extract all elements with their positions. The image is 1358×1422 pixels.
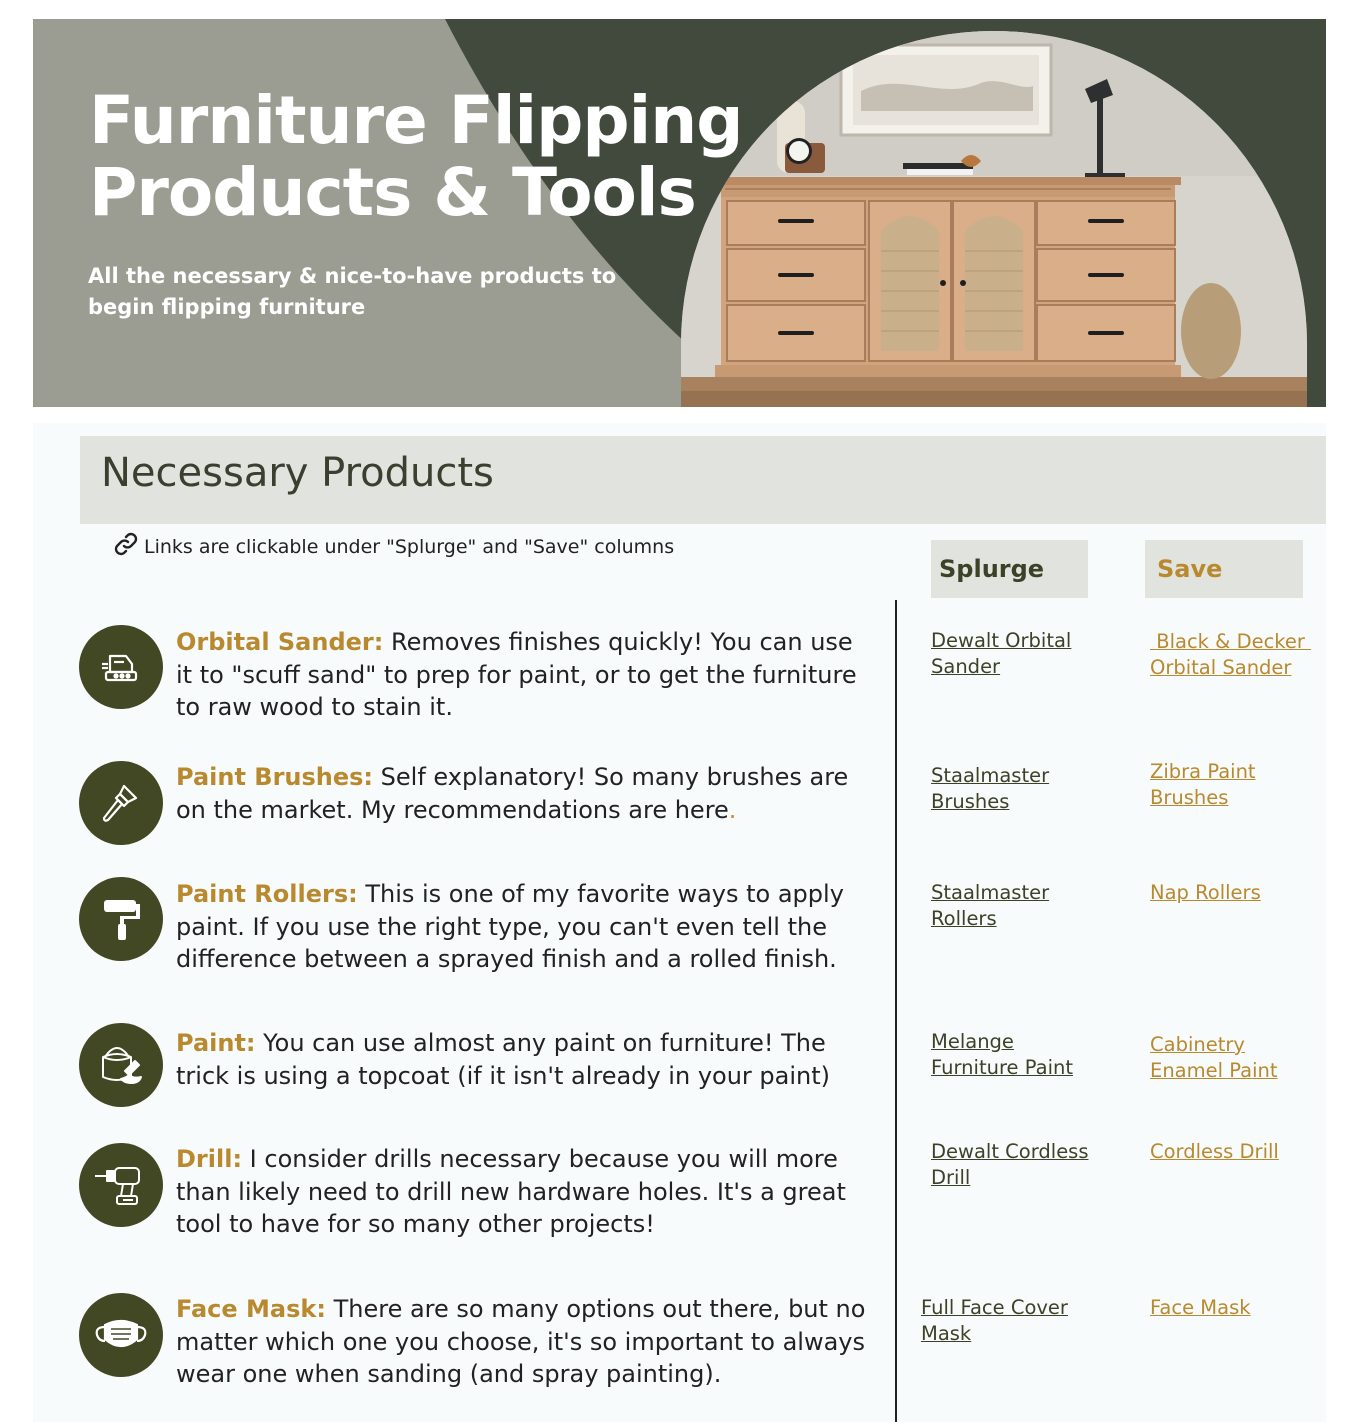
product-name: Paint Rollers: [176, 880, 358, 908]
product-text: I consider drills necessary because you will more than likely need to drill new hardware holes. It's a great tool to have for so many other projects! [176, 1145, 846, 1238]
save-link-paint-brushes[interactable]: Zibra Paint Brushes [1150, 760, 1256, 809]
note-text: Links are clickable under "Splurge" and "Save" columns [144, 535, 675, 558]
product-text: There are so many options out there, but no matter which one you choose, it's so important to always wear one when sanding (and spray painting). [176, 1295, 866, 1388]
page-title [89, 82, 789, 231]
splurge-link-melange-paint[interactable]: Melange Furniture Paint [931, 1030, 1074, 1079]
title-line-2: Products & Tools [89, 154, 696, 231]
save-link-face-mask[interactable]: Face Mask [1150, 1296, 1251, 1319]
paint-roller-icon [79, 877, 163, 961]
clickable-links-note [112, 531, 674, 562]
section-title: Necessary Products [101, 450, 494, 496]
orbital-sander-description [176, 626, 876, 724]
save-link-nap-rollers[interactable]: Nap Rollers [1150, 881, 1261, 904]
paint-description [176, 1027, 876, 1092]
product-name: Face Mask: [176, 1295, 326, 1323]
paint-brush-icon [79, 761, 163, 845]
face-mask-icon [79, 1293, 163, 1377]
page-subtitle: All the necessary & nice-to-have products to begin flipping furniture [88, 264, 617, 319]
save-link-cabinetry-enamel-paint[interactable]: Cabinetry Enamel Paint [1150, 1033, 1278, 1082]
product-text: Self explanatory! So many brushes are on the market. My recommendations are here [176, 763, 849, 824]
column-divider [895, 600, 897, 1422]
save-link-orbital-sander[interactable]: Black & Decker Orbital Sander [1150, 630, 1312, 679]
splurge-link-orbital-sander[interactable]: Dewalt Orbital Sander [931, 629, 1072, 678]
section-header [80, 436, 1326, 524]
hero-banner [33, 19, 1326, 407]
paint-brushes-description [176, 761, 876, 826]
save-column-header: Save [1145, 540, 1303, 598]
splurge-column-header: Splurge [931, 540, 1088, 598]
splurge-link-dewalt-drill[interactable]: Dewalt Cordless Drill [931, 1140, 1089, 1189]
face-mask-description [176, 1293, 876, 1391]
splurge-link-full-face-mask[interactable]: Full Face Cover Mask [921, 1296, 1068, 1345]
drill-icon [79, 1143, 163, 1227]
orbital-sander-icon [79, 625, 163, 709]
title-line-1: Furniture Flipping [89, 82, 743, 159]
product-name: Paint Brushes: [176, 763, 374, 791]
link-icon [112, 531, 140, 562]
drill-description [176, 1143, 876, 1241]
splurge-link-paint-rollers[interactable]: Staalmaster Rollers [931, 881, 1050, 930]
product-text: You can use almost any paint on furniture! The trick is using a topcoat (if it isn't already in your paint) [176, 1029, 830, 1090]
paint-rollers-description [176, 878, 876, 976]
paint-can-icon [79, 1023, 163, 1107]
product-name: Drill: [176, 1145, 243, 1173]
save-link-cordless-drill[interactable]: Cordless Drill [1150, 1140, 1279, 1163]
description-end: . [728, 795, 737, 824]
splurge-link-paint-brushes[interactable]: Staalmaster Brushes [931, 764, 1050, 813]
product-text: Removes finishes quickly! You can use it to "scuff sand" to prep for paint, or to get the furniture to raw wood to stain it. [176, 628, 857, 721]
product-text: This is one of my favorite ways to apply paint. If you use the right type, you can't even tell the difference between a sprayed finish and a rolled finish. [176, 880, 844, 973]
product-name: Paint: [176, 1029, 256, 1057]
product-name: Orbital Sander: [176, 628, 384, 656]
